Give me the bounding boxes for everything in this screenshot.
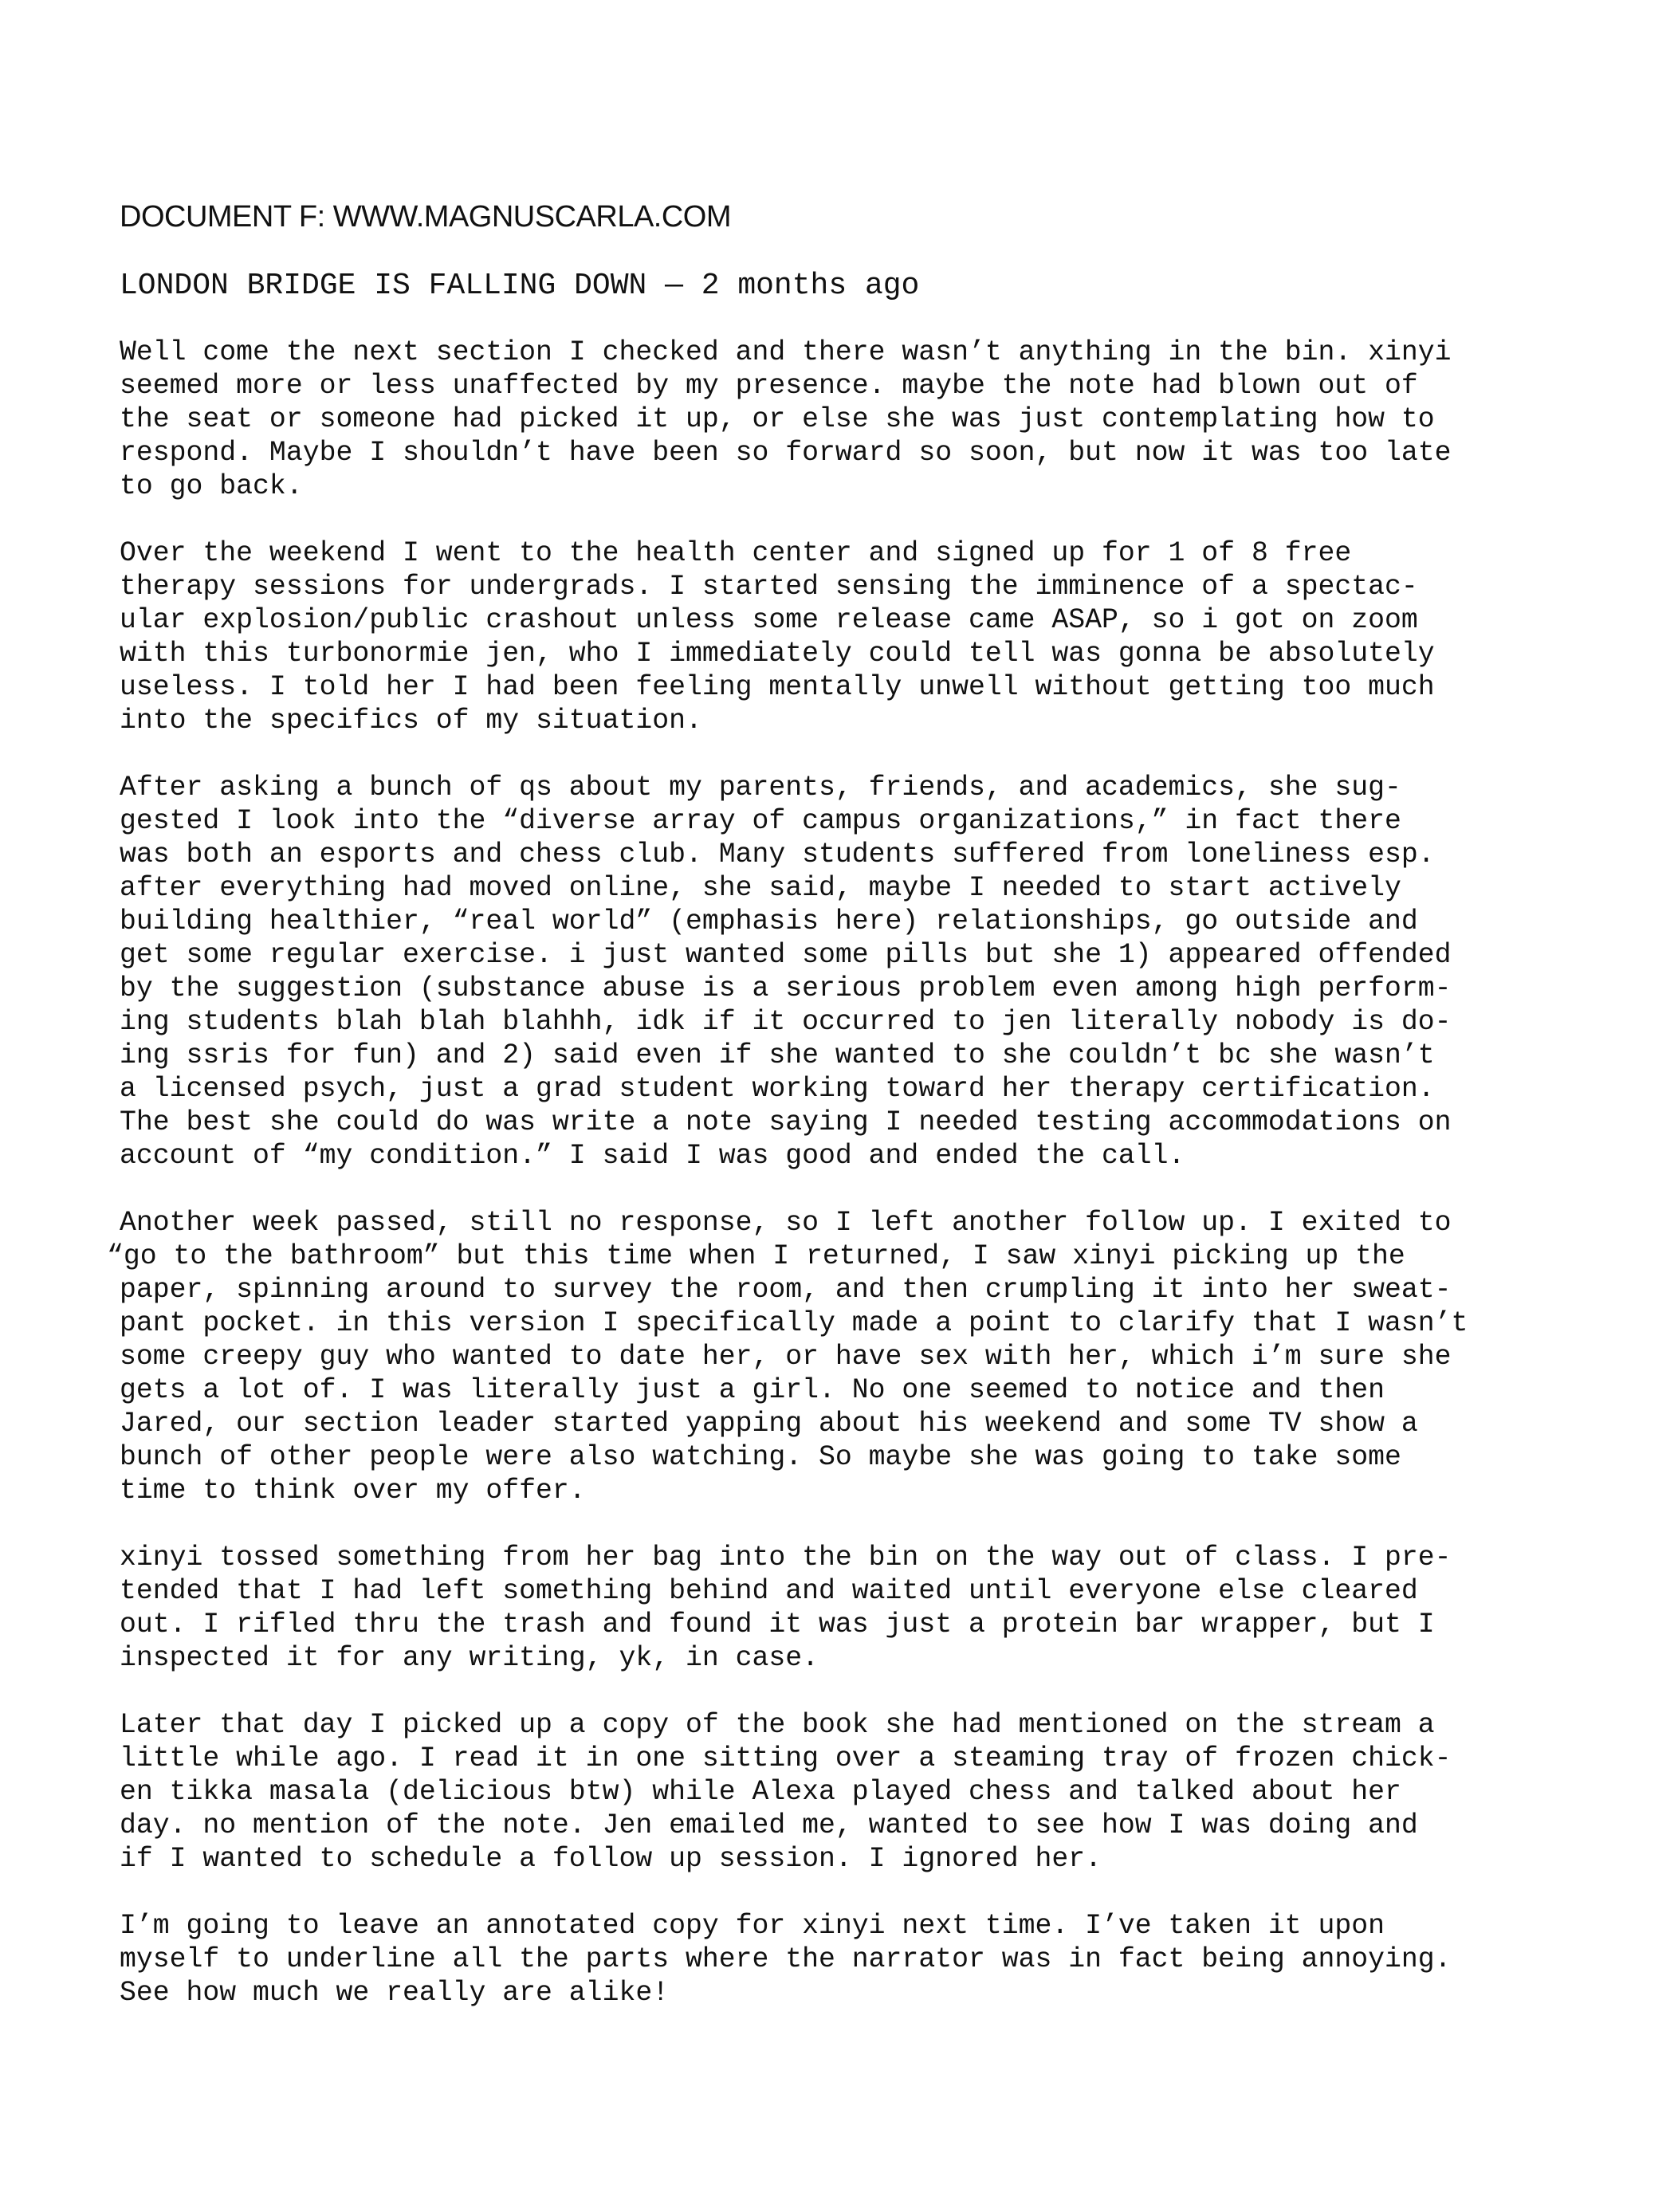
text-line: The best she could do was write a note saying I needed testing accommodations on xyxy=(120,1107,1452,1138)
paragraph xyxy=(120,1910,1554,2010)
document-title: DOCUMENT F: WWW.MAGNUSCARLA.COM xyxy=(120,200,732,234)
text-line: Over the weekend I went to the health center and signed up for 1 of 8 free xyxy=(120,538,1352,569)
text-line: get some regular exercise. i just wanted some pills but she 1) appeared offended xyxy=(120,940,1452,971)
paragraph xyxy=(107,1207,1554,1508)
text-line: gets a lot of. I was literally just a girl. No one seemed to notice and then xyxy=(120,1375,1385,1406)
text-line: I’m going to leave an annotated copy for xinyi next time. I’ve taken it upon xyxy=(120,1911,1385,1942)
text-line: account of “my condition.” I said I was good and ended the call. xyxy=(120,1141,1185,1172)
text-line: gested I look into the “diverse array of campus organizations,” in fact there xyxy=(120,806,1401,837)
text-line: a licensed psych, just a grad student working toward her therapy certification. xyxy=(120,1074,1435,1105)
text-line: was both an esports and chess club. Many students suffered from loneliness esp. xyxy=(120,839,1435,870)
paragraph xyxy=(120,1542,1554,1676)
text-line: little while ago. I read it in one sitting over a steaming tray of frozen chick- xyxy=(120,1743,1452,1774)
text-line: with this turbonormie jen, who I immediately could tell was gonna be absolutely xyxy=(120,638,1435,670)
text-line: en tikka masala (delicious btw) while Alexa played chess and talked about her xyxy=(120,1777,1401,1808)
text-line: inspected it for any writing, yk, in case. xyxy=(120,1643,819,1674)
text-line: if I wanted to schedule a follow up session. I ignored her. xyxy=(120,1844,1102,1875)
text-line: Well come the next section I checked and there wasn’t anything in the bin. xinyi xyxy=(120,337,1452,368)
text-line: xinyi tossed something from her bag into the bin on the way out of class. I pre- xyxy=(120,1542,1452,1574)
text-line: building healthier, “real world” (emphasis here) relationships, go outside and xyxy=(120,906,1418,937)
text-line: tended that I had left something behind and waited until everyone else cleared xyxy=(120,1576,1418,1607)
text-line: by the suggestion (substance abuse is a serious problem even among high perform- xyxy=(120,973,1452,1004)
text-line: after everything had moved online, she said, maybe I needed to start actively xyxy=(120,873,1401,904)
text-line: respond. Maybe I shouldn’t have been so forward so soon, but now it was too late xyxy=(120,438,1452,469)
text-line: therapy sessions for undergrads. I started sensing the imminence of a spectac- xyxy=(120,572,1418,603)
paragraph xyxy=(120,336,1554,504)
text-line: See how much we really are alike! xyxy=(120,1978,670,2009)
text-line: out. I rifled thru the trash and found it was just a protein bar wrapper, but I xyxy=(120,1609,1435,1640)
text-line: Later that day I picked up a copy of the book she had mentioned on the stream a xyxy=(120,1710,1435,1741)
text-line: to go back. xyxy=(120,471,303,502)
text-line: ing students blah blah blahhh, idk if it occurred to jen literally nobody is do- xyxy=(120,1007,1452,1038)
text-line: into the specifics of my situation. xyxy=(120,705,702,737)
paragraph xyxy=(120,1709,1554,1876)
text-line: day. no mention of the note. Jen emailed me, wanted to see how I was doing and xyxy=(120,1810,1418,1841)
text-line: After asking a bunch of qs about my parents, friends, and academics, she sug- xyxy=(120,772,1401,803)
text-line: “go to the bathroom” but this time when I returned, I saw xinyi picking up the xyxy=(107,1241,1405,1272)
text-line: Another week passed, still no response, so I left another follow up. I exited to xyxy=(120,1208,1452,1239)
paragraph xyxy=(120,772,1554,1173)
text-line: the seat or someone had picked it up, or else she was just contemplating how to xyxy=(120,404,1435,435)
text-line: seemed more or less unaffected by my presence. maybe the note had blown out of xyxy=(120,371,1418,402)
post-heading: LONDON BRIDGE IS FALLING DOWN — 2 months ago xyxy=(120,269,920,303)
document-page xyxy=(107,199,1554,2044)
text-line: bunch of other people were also watching. So maybe she was going to take some xyxy=(120,1442,1401,1473)
text-line: ular explosion/public crashout unless some release came ASAP, so i got on zoom xyxy=(120,605,1418,636)
post-body xyxy=(107,336,1554,2010)
text-line: time to think over my offer. xyxy=(120,1475,586,1507)
text-line: useless. I told her I had been feeling mentally unwell without getting too much xyxy=(120,672,1435,703)
paragraph xyxy=(120,537,1554,738)
text-line: some creepy guy who wanted to date her, or have sex with her, which i’m sure she xyxy=(120,1342,1452,1373)
text-line: ing ssris for fun) and 2) said even if she wanted to she couldn’t bc she wasn’t xyxy=(120,1040,1435,1071)
text-line: myself to underline all the parts where the narrator was in fact being annoying. xyxy=(120,1944,1452,1975)
text-line: pant pocket. in this version I specifically made a point to clarify that I wasn’t xyxy=(120,1308,1468,1339)
text-line: paper, spinning around to survey the room, and then crumpling it into her sweat- xyxy=(120,1275,1452,1306)
text-line: Jared, our section leader started yapping about his weekend and some TV show a xyxy=(120,1409,1418,1440)
